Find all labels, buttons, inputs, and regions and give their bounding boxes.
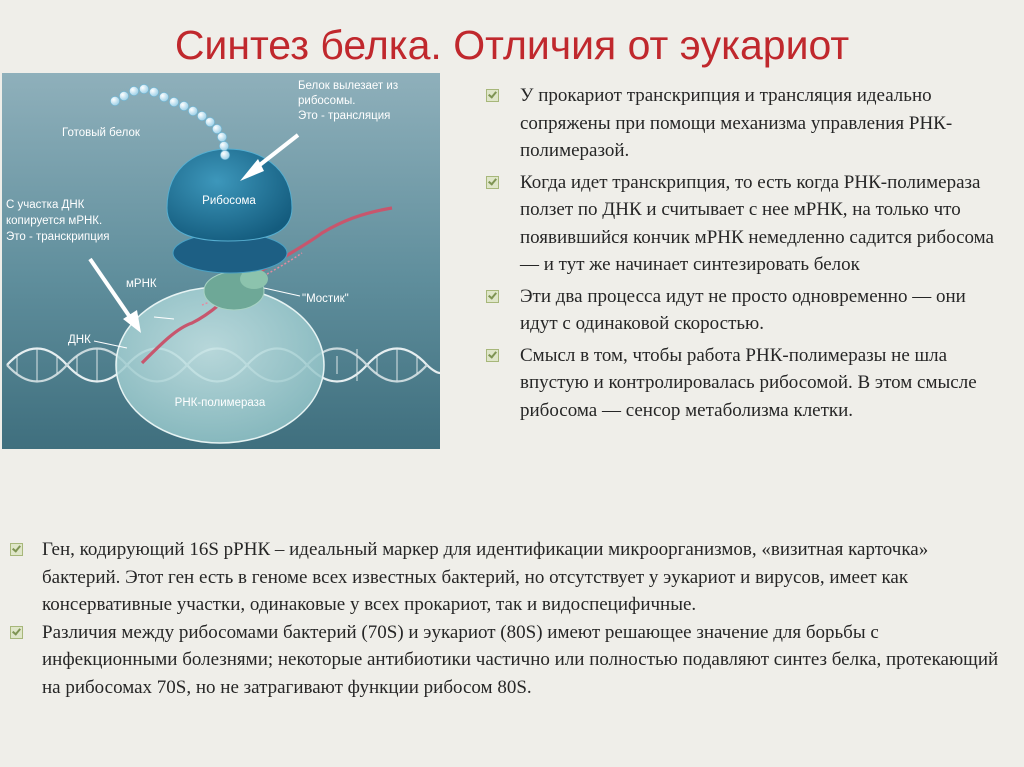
bullet-item: Эти два процесса идут не просто одновременно — они идут с одинаковой скоростью. — [482, 283, 1002, 338]
label-bridge: "Мостик" — [302, 293, 349, 305]
right-bullet-list — [482, 82, 1002, 428]
label-protein-exit: Белок вылезает из рибосомы. Это - трансляция — [298, 80, 399, 122]
bullet-item: Ген, кодирующий 16S рРНК – идеальный маркер для идентификации микроорганизмов, «визитная карточка» бактерий. Этот ген есть в геноме всех известных бактерий, но отсутствует у эукариот и вирусов, имеет как консервативные участки, одинаковые у всех прокариот, так и видоспецифичные. — [10, 536, 1010, 619]
protein-synthesis-figure — [2, 73, 440, 449]
label-mrna: мРНК — [126, 278, 157, 290]
bottom-bullet-list — [10, 536, 1010, 701]
label-ready-protein: Готовый белок — [62, 127, 140, 139]
label-transcription: С участка ДНК копируется мРНК. Это - транскрипция — [6, 199, 110, 243]
label-dna: ДНК — [68, 334, 91, 346]
slide-title: Синтез белка. Отличия от эукариот — [174, 22, 850, 68]
checkbox-bullet-icon — [486, 89, 499, 102]
checkbox-bullet-icon — [10, 626, 23, 639]
checkbox-bullet-icon — [486, 290, 499, 303]
bullet-item: Различия между рибосомами бактерий (70S) и эукариот (80S) имеют решающее значение для борьбы с инфекционными болезнями; некоторые антибиотики частично или полностью подавляют синтез белка, протекающий на рибосомах 70S, но не затрагивают функции рибосом 80S. — [10, 619, 1010, 702]
label-polymerase: РНК-полимераза — [174, 397, 266, 409]
rna-polymerase — [116, 287, 324, 443]
bullet-item: Смысл в том, чтобы работа РНК-полимеразы не шла впустую и контролировалась рибосомой. В этом смысле рибосома — сенсор метаболизма клетки. — [482, 342, 1002, 425]
checkbox-bullet-icon — [486, 176, 499, 189]
bullet-item: Когда идет транскрипция, то есть когда РНК-полимераза ползет по ДНК и считывает с нее мРНК, на только что появившийся кончик мРНК немедленно садится рибосома — и тут же начинает синтезировать белок — [482, 169, 1002, 279]
checkbox-bullet-icon — [486, 349, 499, 362]
bullet-item: У прокариот транскрипция и трансляция идеально сопряжены при помощи механизма управления РНК-полимеразой. — [482, 82, 1002, 165]
label-ribosome: Рибосома — [202, 195, 256, 207]
checkbox-bullet-icon — [10, 543, 23, 556]
